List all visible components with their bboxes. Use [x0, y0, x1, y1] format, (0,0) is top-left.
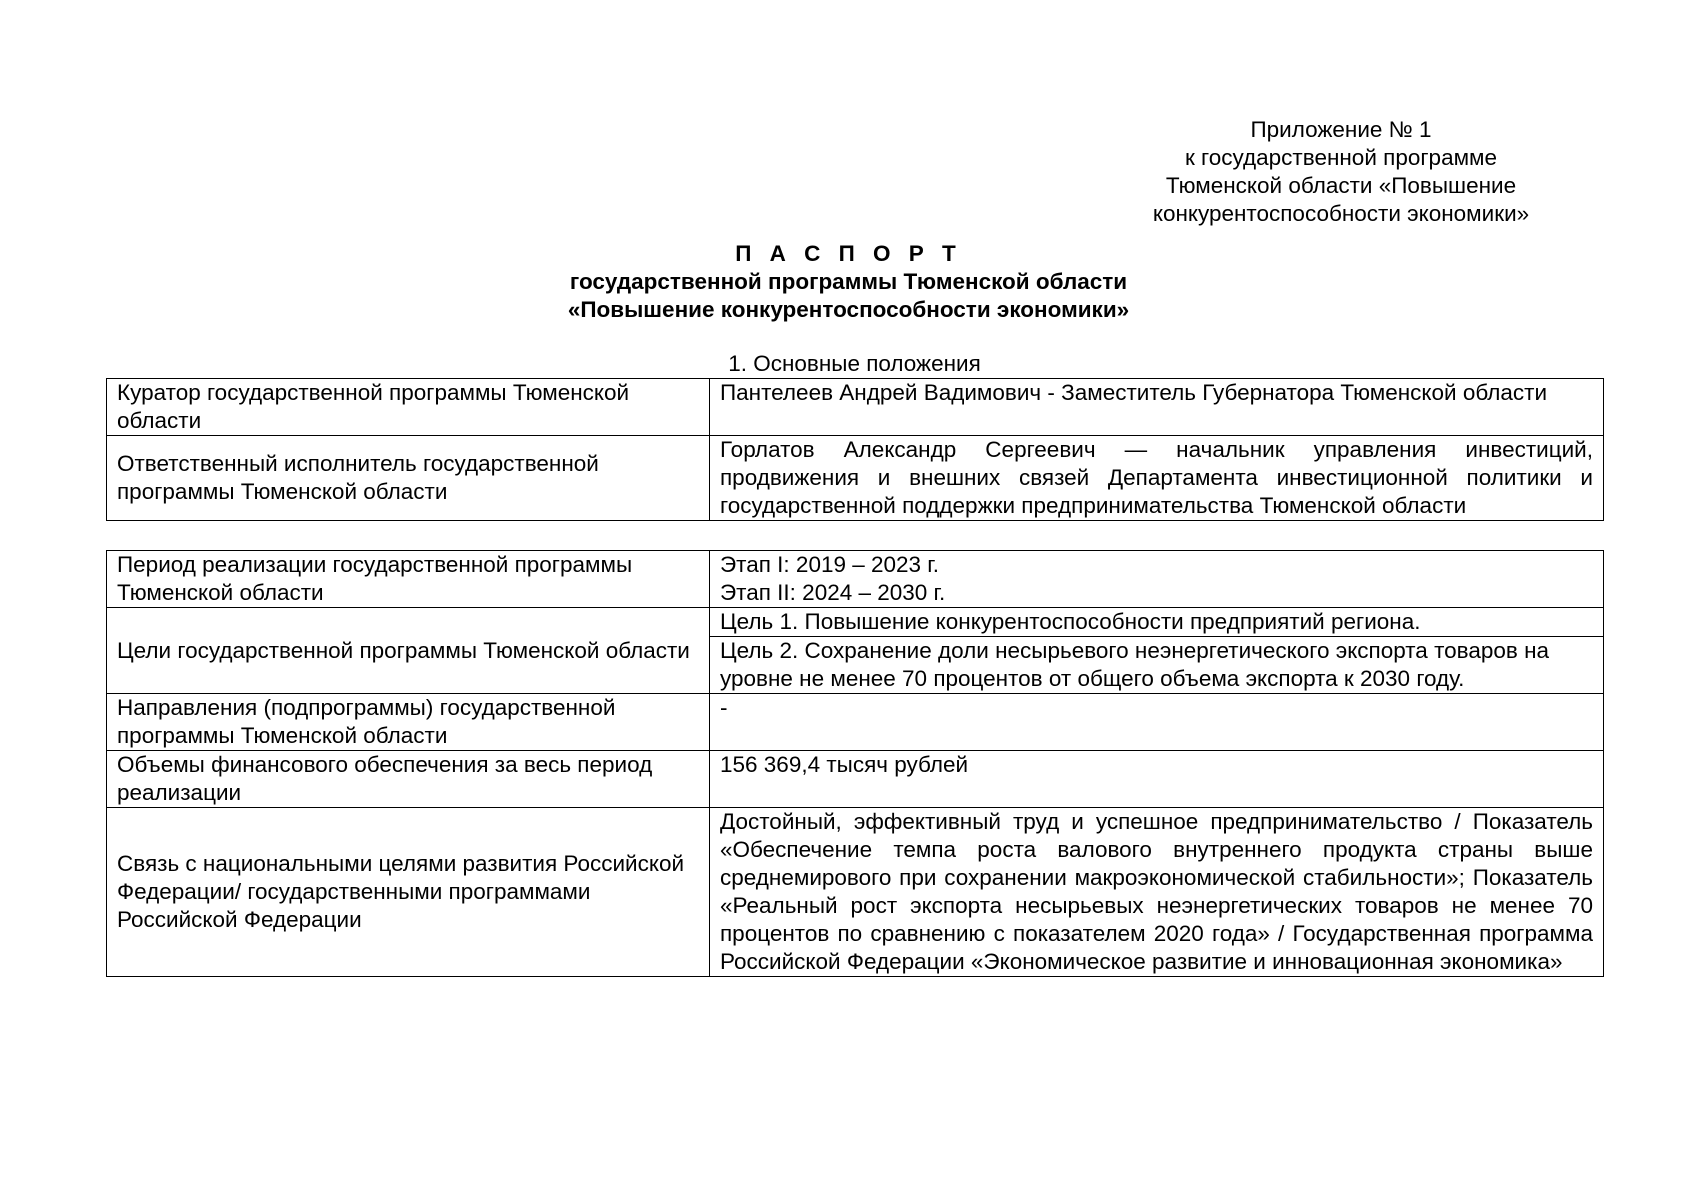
appendix-line: к государственной программе: [1184, 145, 1498, 170]
national-goals-label: Связь с национальными целями развития Российской Федерации/ государственными программами Российской Федерации: [107, 808, 710, 977]
goal-1-value: Цель 1. Повышение конкурентоспособности предприятий региона.: [710, 608, 1604, 637]
executor-value: Горлатов Александр Сергеевич — начальник управления инвестиций, продвижения и внешних связей Департамента инвестиционной политики и государственной поддержки предпринимательства Тюменской области: [710, 436, 1604, 521]
goal-2-value: Цель 2. Сохранение доли несырьевого неэнергетического экспорта товаров на уровне не менее 70 процентов от общего объема экспорта к 2030 году.: [710, 637, 1604, 694]
table-row: [107, 379, 1604, 436]
passport-title-line: «Повышение конкурентоспособности экономики»: [567, 297, 1130, 322]
table-row: [107, 808, 1604, 977]
period-value: [710, 551, 1604, 608]
directions-label: Направления (подпрограммы) государственной программы Тюменской области: [107, 694, 710, 751]
period-label: Период реализации государственной программы Тюменской области: [107, 551, 710, 608]
period-stage-2: Этап II: 2024 – 2030 г.: [720, 580, 946, 605]
curator-label: Куратор государственной программы Тюменской области: [107, 379, 710, 436]
appendix-note: [1081, 116, 1601, 228]
goals-label: Цели государственной программы Тюменской области: [107, 608, 710, 694]
table-row: [107, 436, 1604, 521]
table-row: [107, 751, 1604, 808]
period-stage-1: Этап I: 2019 – 2023 г.: [720, 552, 940, 577]
financing-label: Объемы финансового обеспечения за весь период реализации: [107, 751, 710, 808]
appendix-line: Приложение № 1: [1250, 117, 1432, 142]
directions-value: -: [710, 694, 1604, 751]
curator-value: Пантелеев Андрей Вадимович - Заместитель Губернатора Тюменской области: [710, 379, 1604, 436]
appendix-line: конкурентоспособности экономики»: [1152, 201, 1530, 226]
passport-title-word: П А С П О Р Т: [735, 241, 962, 266]
table-row: [107, 608, 1604, 637]
passport-heading: [100, 240, 1597, 324]
financing-value: 156 369,4 тысяч рублей: [710, 751, 1604, 808]
main-provisions-table-1: [106, 378, 1604, 521]
table-row: [107, 551, 1604, 608]
appendix-line: Тюменской области «Повышение: [1165, 173, 1517, 198]
section-heading: 1. Основные положения: [728, 351, 981, 376]
table-row: [107, 694, 1604, 751]
executor-label: Ответственный исполнитель государственной программы Тюменской области: [107, 436, 710, 521]
national-goals-value: Достойный, эффективный труд и успешное предпринимательство / Показатель «Обеспечение темпа роста валового внутреннего продукта страны выше среднемирового при сохранении макроэкономической стабильности»; Показатель «Реальный рост экспорта несырьевых неэнергетических товаров не менее 70 процентов по сравнению с показателем 2020 года» / Государственная программа Российской Федерации «Экономическое развитие и инновационная экономика»: [710, 808, 1604, 977]
main-provisions-table-2: [106, 550, 1604, 977]
passport-title-line: государственной программы Тюменской области: [569, 269, 1128, 294]
